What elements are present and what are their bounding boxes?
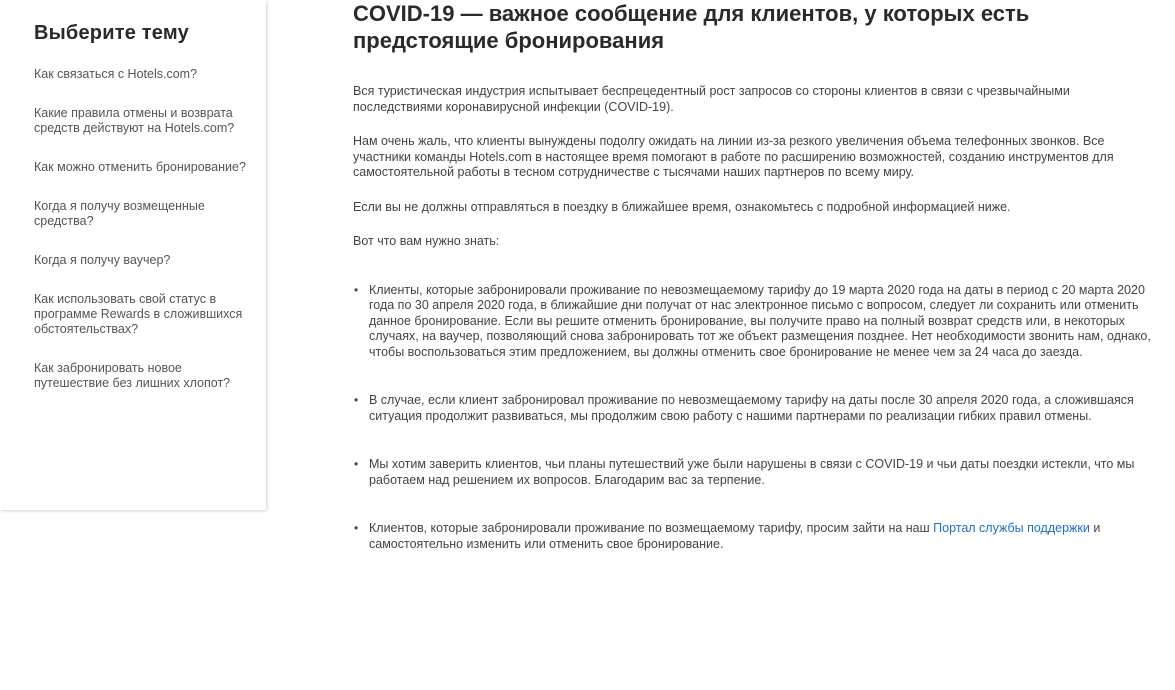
topic-sidebar (0, 0, 266, 510)
article-paragraph: Вот что вам нужно знать: (353, 234, 500, 248)
sidebar-item-how-to-cancel[interactable]: Как можно отменить бронирование? (34, 160, 246, 174)
sidebar-item-book-new-trip[interactable]: Как забронировать новое путешествие без лишних хлопот? (34, 361, 231, 390)
info-bullet-list (353, 283, 1153, 553)
sidebar-item-cancellation-policy[interactable]: Какие правила отмены и возврата средств действуют на Hotels.com? (34, 106, 235, 135)
page-title: COVID-19 — важное сообщение для клиентов, у которых есть предстоящие бронирования (353, 1, 1030, 53)
article-paragraph: Вся туристическая индустрия испытывает беспрецедентный рост запросов со стороны клиентов в связи с чрезвычайными последствиями коронавирусной инфекции (COVID-19). (353, 84, 1070, 114)
list-item (353, 457, 1153, 488)
list-item (353, 393, 1153, 424)
sidebar-item-refund-timing[interactable]: Когда я получу возмещенные средства? (34, 199, 205, 228)
article-paragraph: Если вы не должны отправляться в поездку в ближайшее время, ознакомьтесь с подробной информацией ниже. (353, 199, 1011, 214)
list-item (353, 283, 1153, 361)
bullet-dot-icon: • (354, 457, 359, 471)
sidebar-item-rewards-status[interactable]: Как использовать свой статус в программе Rewards в сложившихся обстоятельствах? (34, 292, 243, 336)
bullet-text: В случае, если клиент забронировал проживание по невозмещаемому тарифу на даты после 30 апреля 2020 года, а сложившаяся ситуация продолжит развиваться, мы продолжим свою работу с нашими партнерами по реализации гибких правил отмены. (369, 393, 1134, 423)
bullet-text: Мы хотим заверить клиентов, чьи планы путешествий уже были нарушены в связи с COVID-19 и чьи даты поездки истекли, что мы работаем над решением их вопросов. Благодарим вас за терпение. (369, 457, 1135, 487)
bullet-dot-icon: • (354, 521, 359, 535)
bullet-text-before: Клиентов, которые забронировали проживание по возмещаемому тарифу, просим зайти на наш (369, 521, 934, 535)
bullet-dot-icon: • (354, 393, 359, 407)
support-portal-link[interactable]: Портал службы поддержки (933, 521, 1090, 535)
sidebar-title: Выберите тему (34, 22, 189, 44)
article-content (353, 0, 1153, 585)
article-paragraph: Нам очень жаль, что клиенты вынуждены подолгу ожидать на линии из-за резкого увеличения объема телефонных звонков. Все участники команды Hotels.com в настоящее время помогают в работе по расширению возможностей, созданию инструментов для самостоятельной работы в тесном сотрудничестве с тысячами наших партнеров по всему миру. (353, 134, 1114, 179)
list-item (353, 521, 1153, 552)
sidebar-item-voucher-timing[interactable]: Когда я получу ваучер? (34, 253, 171, 267)
bullet-text-after: и самостоятельно изменить или отменить свое бронирование. (369, 521, 1101, 551)
bullet-dot-icon: • (354, 282, 359, 297)
bullet-text: Клиенты, которые забронировали проживание по невозмещаемому тарифу до 19 марта 2020 года на даты в период с 20 марта 2020 года по 30 апреля 2020 года, в ближайшие дни получат от нас электронное письмо с вопросом, следует ли сохранить или отменить данное бронирование. Если вы решите отменить бронирование, вы получите право на полный возврат средств или, в некоторых случаях, на ваучер, позволяющий снова забронировать тот же объект размещения позднее. Нет необходимости звонить нам, однако, чтобы воспользоваться этим предложением, вы должны отменить свое бронирование не менее чем за 24 часа до заезда. (369, 282, 1151, 359)
sidebar-item-contact[interactable]: Как связаться с Hotels.com? (34, 67, 198, 81)
